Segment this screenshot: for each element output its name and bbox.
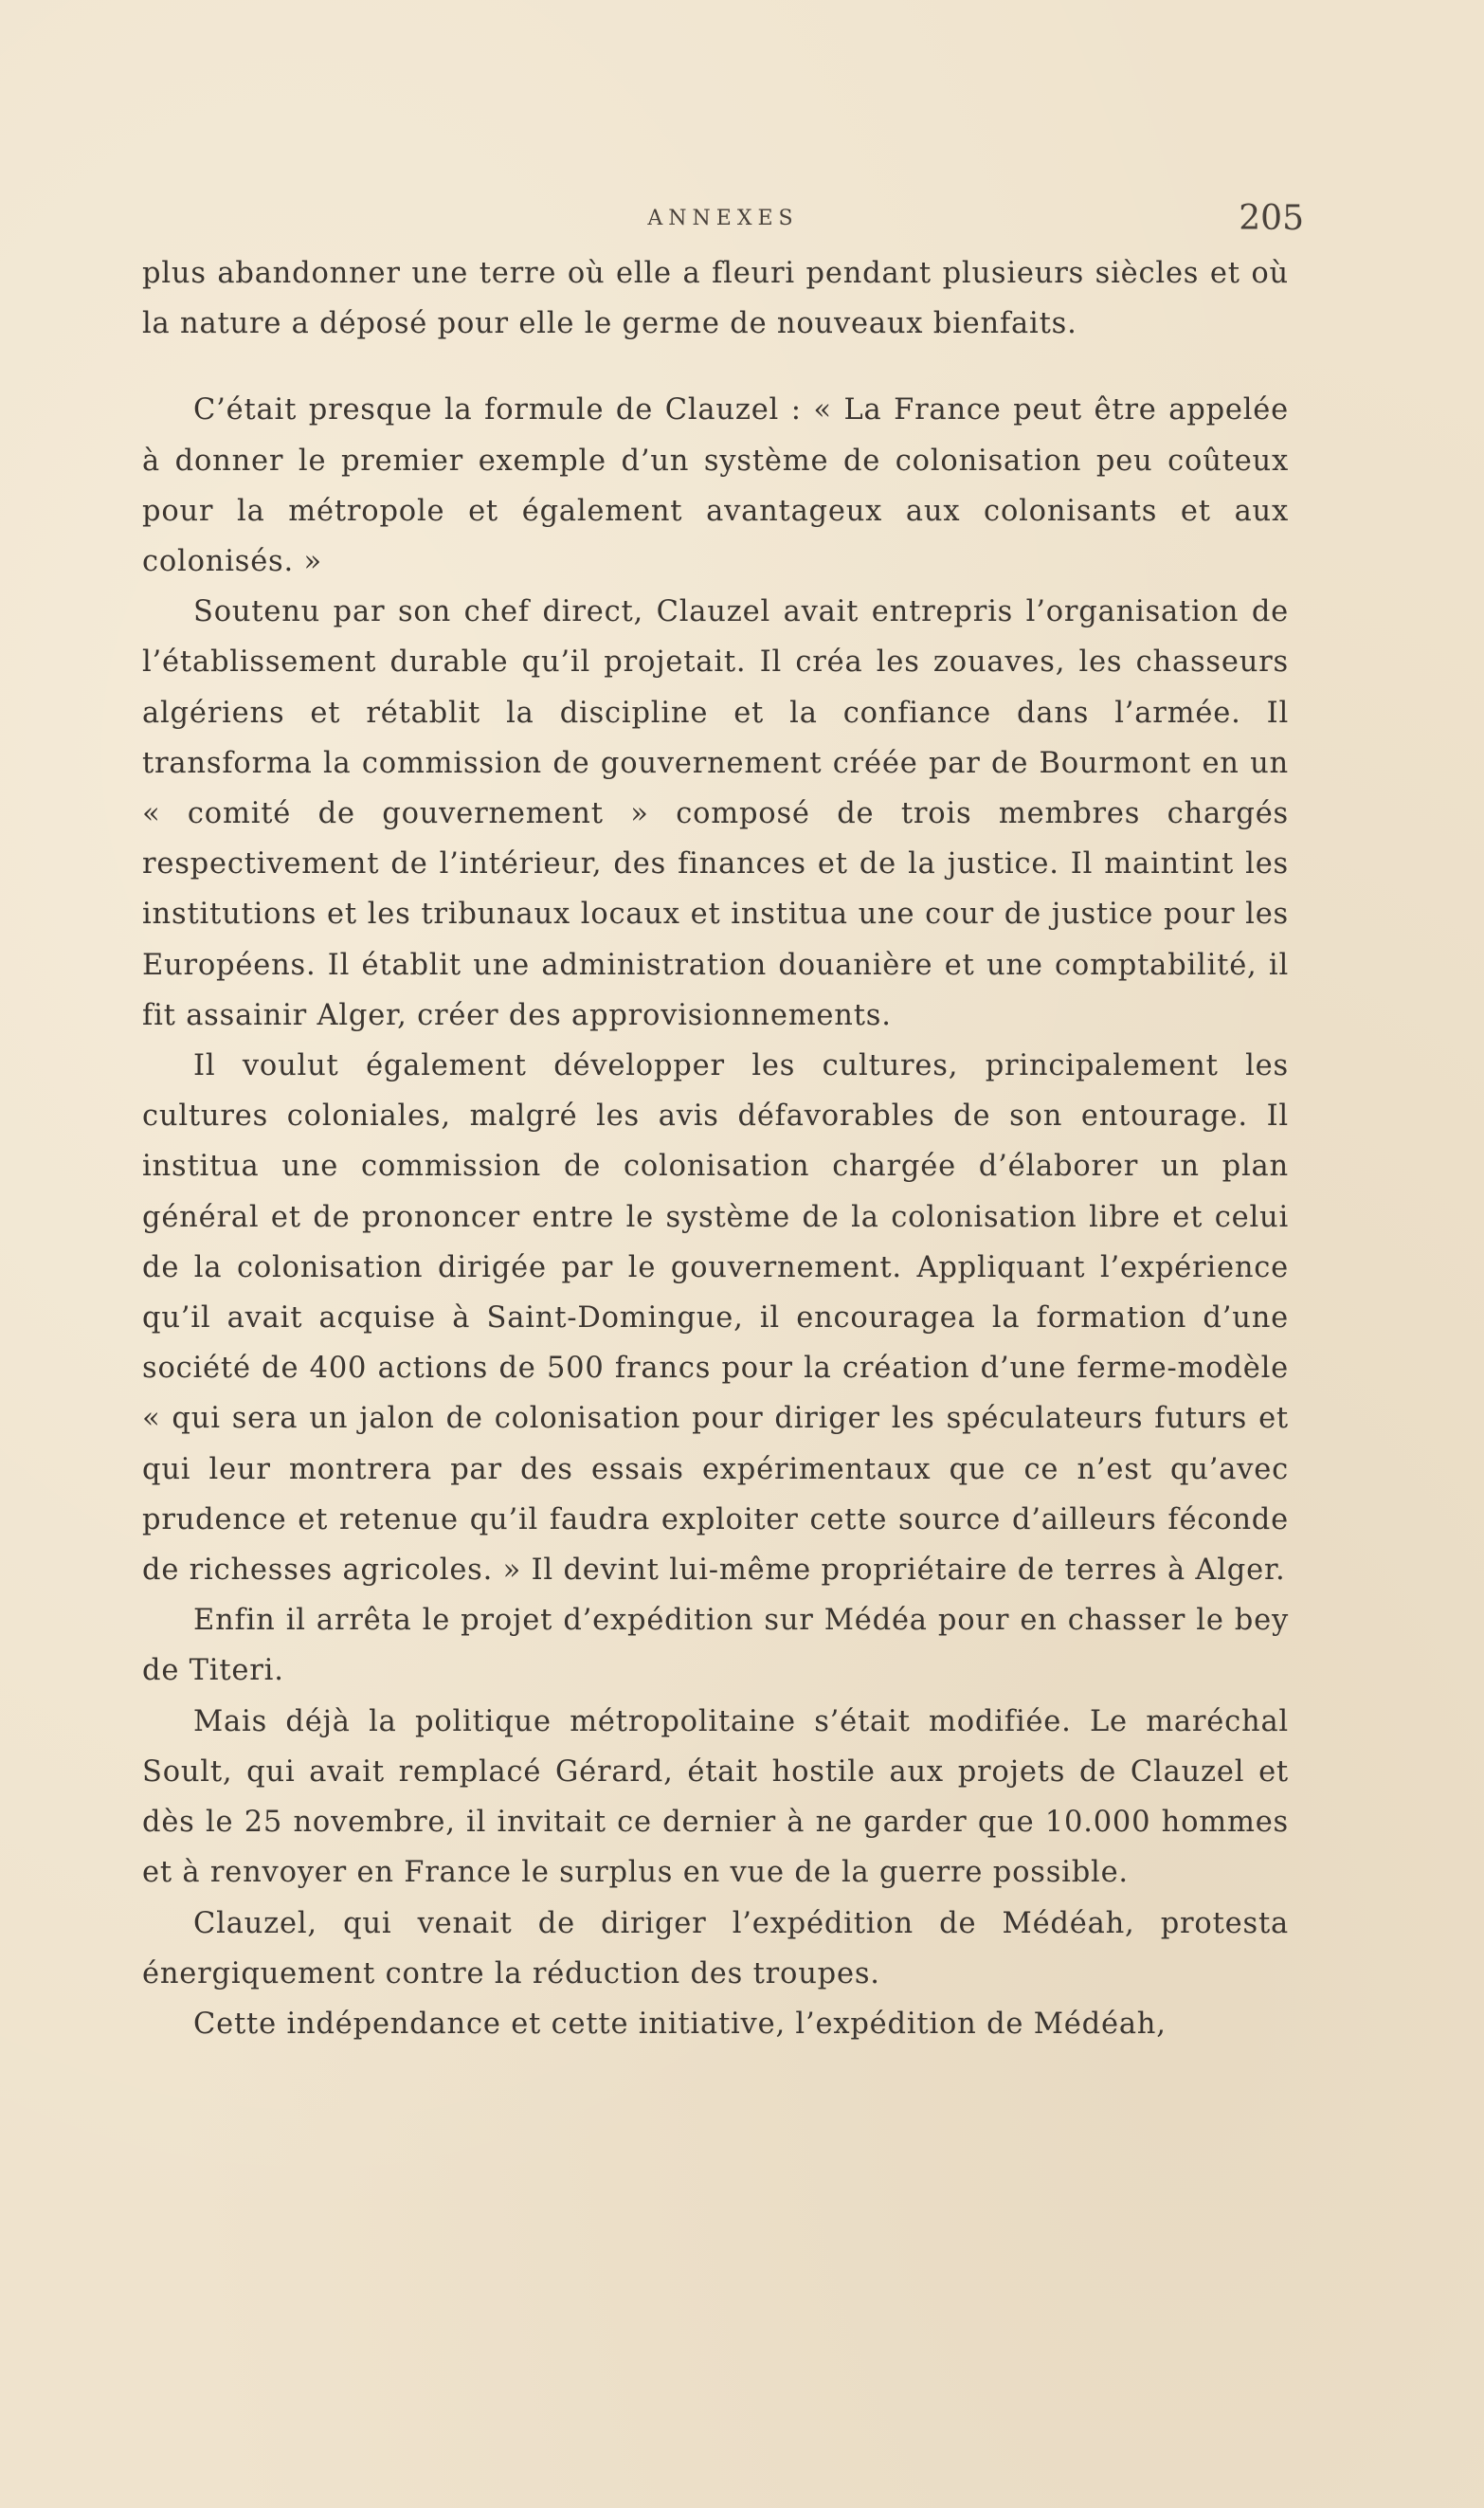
- page-header: [142, 199, 1304, 246]
- paragraph-metropolitan-policy: Mais déjà la politique métropolitaine s’était modifiée. Le maréchal Soult, qui avait remplacé Gérard, était hostile aux projets de Clauzel et dès le 25 novembre, il invitait ce dernier à ne garder que 10.000 hommes et à renvoyer en France le surplus en vue de la guerre possible.: [142, 1704, 1289, 1890]
- paragraph-cultures: Il voulut également développer les cultures, principalement les cultures coloniales, malgré les avis défavorables de son entourage. Il institua une commission de colonisation chargée d’élaborer un plan général et de prononcer entre le système de la colonisation libre et celui de la colonisation dirigée par le gouvernement. Appliquant l’expérience qu’il avait acquise à Saint-Domingue, il encouragea la formation d’une société de 400 actions de 500 francs pour la création d’une ferme-modèle « qui sera un jalon de colonisation pour diriger les spéculateurs futurs et qui leur montrera par des essais expérimentaux que ce n’est qu’avec prudence et retenue qu’il faudra exploiter cette source d’ailleurs féconde de richesses agricoles. » Il devint lui-même propriétaire de terres à Alger.: [142, 1049, 1289, 1588]
- body-text: [142, 248, 1289, 2049]
- paragraph-medea-project: Enfin il arrêta le projet d’expédition sur Médéa pour en chasser le bey de Titeri.: [142, 1604, 1289, 1688]
- running-head: ANNEXES: [647, 207, 799, 230]
- paragraph-clauzel-formula: C’était presque la formule de Clauzel : « La France peut être appelée à donner le premier exemple d’un système de colonisation peu coûteux pour la métropole et également avantageux aux colonisants et aux colonisés. »: [142, 393, 1289, 579]
- paragraph-organisation: Soutenu par son chef direct, Clauzel avait entrepris l’organisation de l’établissement durable qu’il projetait. Il créa les zouaves, les chasseurs algériens et rétablit la discipline et la confiance dans l’armée. Il transforma la commission de gouvernement créée par de Bourmont en un « comité de gouvernement » composé de trois membres chargés respectivement de l’intérieur, des finances et de la justice. Il maintint les institutions et les tribunaux locaux et institua une cour de justice pour les Européens. Il établit une administration douanière et une comptabilité, il fit assainir Alger, créer des approvisionnements.: [142, 595, 1289, 1032]
- paragraph-independence: Cette indépendance et cette initiative, l’expédition de Médéah,: [193, 2007, 1167, 2041]
- page-number: 205: [1239, 199, 1304, 238]
- paragraph-continuation: plus abandonner une terre où elle a fleuri pendant plusieurs siècles et où la nature a déposé pour elle le germe de nouveaux bienfaits.: [142, 257, 1289, 341]
- paragraph-clauzel-protest: Clauzel, qui venait de diriger l’expédition de Médéah, protesta énergiquement contre la réduction des troupes.: [142, 1906, 1289, 1990]
